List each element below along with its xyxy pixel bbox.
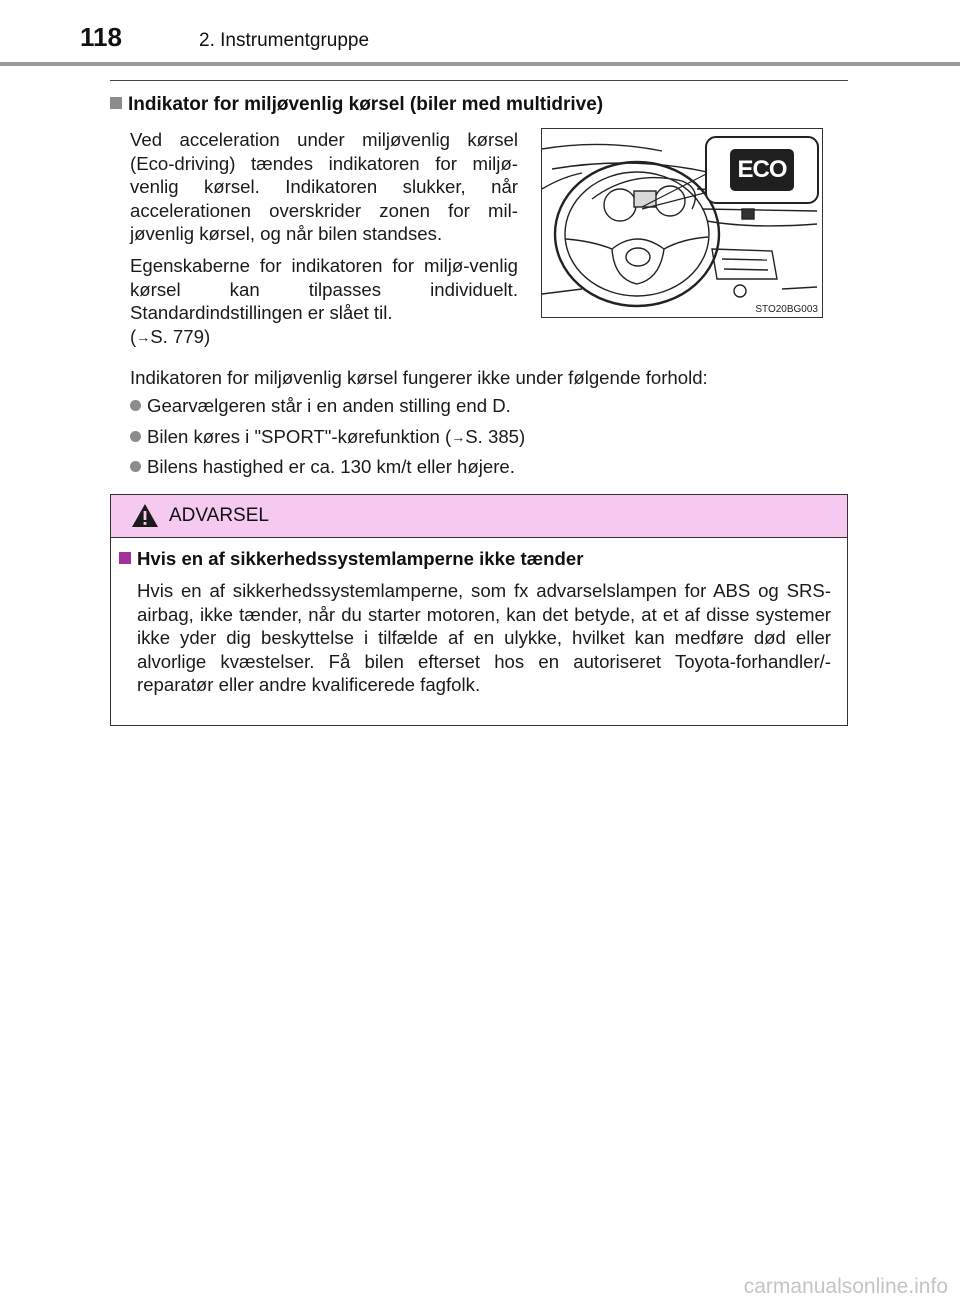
warning-subheading-text: Hvis en af sikkerhedssystemlamperne ikke tænder bbox=[137, 548, 584, 569]
warning-text: Hvis en af sikkerhedssystemlamperne, som fx advarselslampen for ABS og SRS-airbag, ikke tænder, når du starter motoren, kan det betyde, at et af disse systemer ikke yder dig beskyttelse i tilfælde af en ulykke, hvilket kan medføre død eller alvorlige kvæstelser. Få bilen efterset hos en autoriseret Toyota-forhandler/-reparatør eller andre kvalificerede fagfolk. bbox=[137, 580, 831, 695]
arrow-right-icon: → bbox=[451, 428, 466, 445]
watermark: carmanualsonline.info bbox=[743, 1275, 948, 1298]
paragraph-conditions: Indikatoren for miljøvenlig kørsel fungerer ikke under følgende forhold: bbox=[130, 367, 708, 388]
warning-triangle-icon bbox=[131, 503, 159, 528]
magenta-square-icon bbox=[119, 552, 131, 564]
paragraph-customization-text: Egenskaberne for indikatoren for miljø-venlig kørsel kan tilpasses individuelt. Standardindstillingen er slået til. bbox=[130, 255, 518, 323]
list-item bbox=[130, 455, 525, 486]
warning-box bbox=[110, 494, 848, 726]
section-divider bbox=[110, 80, 848, 81]
bullet-icon bbox=[130, 431, 141, 442]
conditions-list bbox=[130, 394, 525, 486]
gray-square-icon bbox=[110, 97, 122, 109]
warning-title: ADVARSEL bbox=[169, 505, 269, 526]
arrow-right-icon: → bbox=[136, 328, 151, 345]
warning-header bbox=[111, 495, 847, 538]
paragraph-customization: Egenskaberne for indikatoren for miljø-venlig kørsel kan tilpasses individuelt. Standardindstillingen er slået til. (→S. 779) bbox=[130, 255, 518, 347]
page-reference-link[interactable]: S. 779 bbox=[150, 325, 204, 347]
section-heading bbox=[110, 94, 603, 116]
header-divider bbox=[0, 62, 960, 66]
list-item-text: Bilens hastighed er ca. 130 km/t eller højere. bbox=[147, 456, 515, 477]
bullet-icon bbox=[130, 400, 141, 411]
page-reference-link[interactable]: S. 385) bbox=[465, 425, 526, 447]
page-number: 118 bbox=[80, 22, 122, 52]
list-item bbox=[130, 425, 525, 456]
section-heading-text: Indikator for miljøvenlig kørsel (biler med multidrive) bbox=[128, 94, 604, 115]
list-item bbox=[130, 394, 525, 425]
chapter-title: 2. Instrumentgruppe bbox=[199, 30, 370, 51]
list-item-text: Bilen køres i "SPORT"-kørefunktion ( bbox=[147, 425, 452, 447]
dashboard-illustration bbox=[541, 128, 823, 318]
bullet-icon bbox=[130, 461, 141, 472]
warning-subheading bbox=[119, 548, 583, 570]
list-item-text: Gearvælgeren står i en anden stilling end D. bbox=[147, 395, 511, 416]
figure-caption: STO20BG003 bbox=[755, 304, 818, 315]
eco-indicator-icon: ECO bbox=[737, 156, 787, 183]
page-header bbox=[0, 0, 960, 66]
paragraph-eco-description: Ved acceleration under miljøvenlig kørsel (Eco-driving) tændes indikatoren for miljø-venlig kørsel. Indikatoren slukker, når accelerationen overskrider zonen for mil-jøvenlig kørsel, og når bilen standses. bbox=[130, 129, 518, 244]
